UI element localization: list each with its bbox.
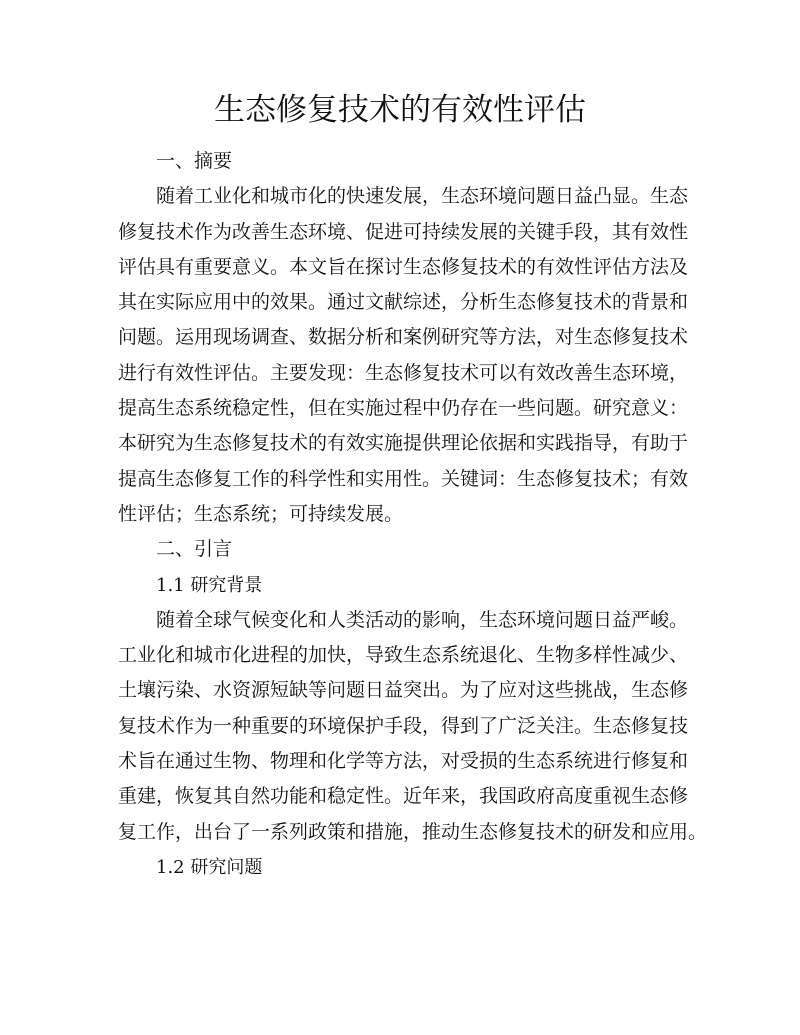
- paragraph-line: 提高生态系统稳定性，但在实施过程中仍存在一些问题。研究意义：: [118, 397, 689, 420]
- section-heading-abstract: 一、摘要: [156, 150, 233, 172]
- paragraph-line: 复技术作为一种重要的环境保护手段，得到了广泛关注。生态修复技: [118, 714, 689, 737]
- subsection-heading-research-question: 1.2 研究问题: [156, 856, 263, 878]
- section-heading-introduction: 二、引言: [156, 538, 233, 561]
- paragraph-line: 修复技术作为改善生态环境、促进可持续发展的关键手段，其有效性: [118, 220, 689, 243]
- paragraph-line: 工业化和城市化进程的加快，导致生态系统退化、生物多样性减少、: [118, 644, 689, 667]
- paragraph-line: 随着全球气候变化和人类活动的影响，生态环境问题日益严峻。: [156, 608, 689, 631]
- paragraph-line: 重建，恢复其自然功能和稳定性。近年来，我国政府高度重视生态修: [118, 785, 689, 808]
- paragraph-line: 随着工业化和城市化的快速发展，生态环境问题日益凸显。生态: [156, 185, 689, 208]
- background-paragraph: [118, 603, 708, 850]
- paragraph-line: 术旨在通过生物、物理和化学等方法，对受损的生态系统进行修复和: [118, 750, 689, 773]
- subsection-heading-background: 1.1 研究背景: [156, 574, 263, 596]
- document-title: 生态修复技术的有效性评估: [214, 92, 586, 128]
- paragraph-line: 问题。运用现场调查、数据分析和案例研究等方法，对生态修复技术: [118, 326, 689, 349]
- paragraph-line: 其在实际应用中的效果。通过文献综述，分析生态修复技术的背景和: [118, 291, 689, 314]
- paragraph-line: 评估具有重要意义。本文旨在探讨生态修复技术的有效性评估方法及: [118, 255, 689, 278]
- document-body: [118, 144, 708, 885]
- paragraph-line: 复工作，出台了一系列政策和措施，推动生态修复技术的研发和应用。: [118, 820, 708, 843]
- paragraph-line: 性评估；生态系统；可持续发展。: [118, 502, 404, 525]
- paragraph-line: 土壤污染、水资源短缺等问题日益突出。为了应对这些挑战，生态修: [118, 679, 689, 702]
- paragraph-line: 进行有效性评估。主要发现：生态修复技术可以有效改善生态环境，: [118, 361, 689, 384]
- abstract-paragraph: [118, 179, 689, 532]
- paragraph-line: 提高生态修复工作的科学性和实用性。关键词：生态修复技术；有效: [118, 467, 689, 490]
- paragraph-line: 本研究为生态修复技术的有效实施提供理论依据和实践指导，有助于: [118, 432, 689, 455]
